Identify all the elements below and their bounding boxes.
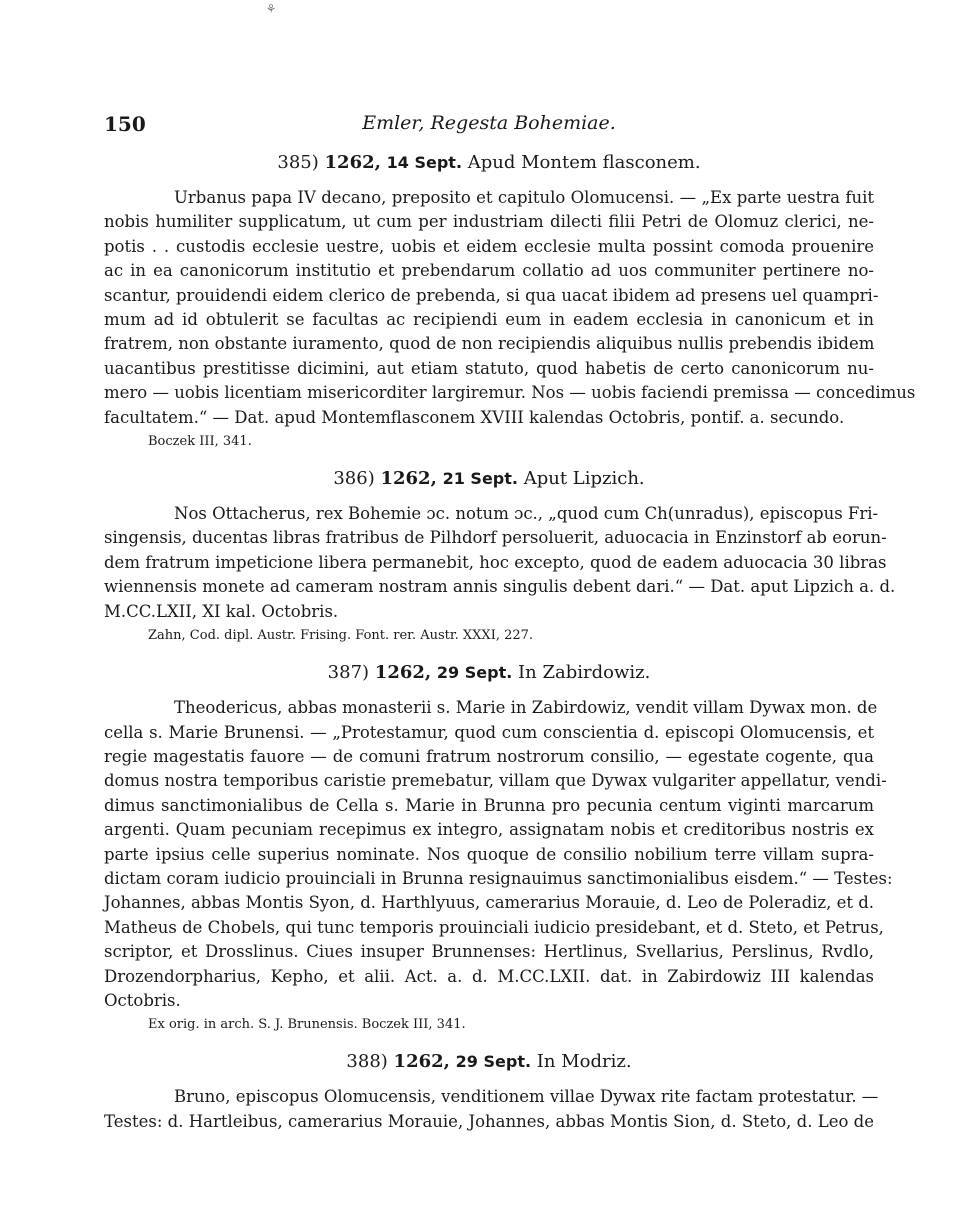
text-line: fratrem, non obstante iuramento, quod de non recipiendis aliquibus nullis prebendis ibidem: [104, 334, 875, 354]
entry-386: [104, 466, 896, 646]
entry-year: 1262,: [393, 1051, 450, 1073]
entry-date: 14 Sept.: [386, 153, 463, 172]
entry-387: [104, 660, 893, 1035]
text-line: uacantibus prestitisse dicimini, aut etiam statuto, quod habetis de certo canonicorum nu-: [104, 358, 874, 378]
source-citation: Boczek III, 341.: [148, 434, 252, 450]
entry-place: In Modriz.: [536, 1051, 632, 1073]
page-header: [104, 112, 874, 140]
text-line: regie magestatis fauore — de comuni fratrum nostrorum consilio, — egestate cogente, qua: [104, 746, 874, 766]
entry-text: [104, 1085, 879, 1134]
text-line: cella s. Marie Brunensi. — „Protestamur, quod cum conscientia d. episcopi Olomucensis, et: [104, 722, 874, 742]
text-line: ac in ea canonicorum institutio et prebendarum collatio ad uos communiter pertinere no-: [104, 261, 874, 281]
text-line: scriptor, et Drosslinus. Ciues insuper Brunnenses: Hertlinus, Svellarius, Perslinus, Rvdlo,: [104, 942, 874, 962]
entry-385: [104, 150, 916, 452]
entry-text: [104, 186, 916, 430]
text-line: facultatem.“ — Dat. apud Montemflasconem XVIII kalendas Octobris, pontif. a. secundo.: [104, 407, 845, 427]
entry-date: 29 Sept.: [455, 1052, 532, 1072]
source-citation: Zahn, Cod. dipl. Austr. Frising. Font. rer. Austr. XXXI, 227.: [148, 628, 534, 644]
text-line: Johannes, abbas Montis Syon, d. Harthlyuus, camerarius Morauie, d. Leo de Poleradiz, et d.: [104, 893, 875, 913]
text-line: Theodericus, abbas monasterii s. Marie in Zabirdowiz, vendit villam Dywax mon. de: [174, 698, 878, 718]
text-line: Matheus de Chobels, qui tunc temporis prouinciali iudicio presidebant, et d. Steto, et Petrus,: [104, 917, 884, 937]
entry-text: [104, 502, 896, 624]
text-line: wiennensis monete ad cameram nostram annis singulis debent dari.“ — Dat. aput Lipzich a. d.: [104, 577, 896, 597]
text-line: domus nostra temporibus caristie premebatur, villam que Dywax vulgariter appellatur, vendi-: [104, 771, 887, 791]
entry-heading: [104, 1049, 874, 1075]
entry-date: 29 Sept.: [436, 663, 513, 683]
text-line: mero — uobis licentiam misericorditer largiremur. Nos — uobis faciendi premissa — concedimus: [104, 383, 916, 403]
text-line: singensis, ducentas libras fratribus de Pilhdorf persoluerit, aduocacia in Enzinstorf ab eorun-: [104, 528, 887, 548]
text-line: potis . . custodis ecclesie uestre, uobis et eidem ecclesie multa possint comoda prouenire: [104, 236, 874, 256]
entry-heading: [104, 660, 874, 686]
page-number: 150: [104, 112, 146, 136]
entry-number: 385): [277, 152, 319, 173]
entry-heading: [104, 150, 874, 176]
entry-year: 1262,: [380, 468, 437, 490]
entry-number: 387): [327, 662, 370, 684]
running-title: Emler, Regesta Bohemiae.: [362, 112, 616, 134]
page-body: [104, 150, 916, 1134]
text-line: Drozendorpharius, Kepho, et alii. Act. a. d. M.CC.LXII. dat. in Zabirdowiz III kalendas: [104, 966, 874, 986]
entry-number: 386): [333, 468, 375, 490]
text-line: dimus sanctimonialibus de Cella s. Marie in Brunna pro pecunia centum viginti marcarum: [104, 795, 874, 815]
text-line: nobis humiliter supplicatum, ut cum per industriam dilecti filii Petri de Olomuz clerici, ne-: [104, 212, 874, 232]
text-line: Bruno, episcopus Olomucensis, venditionem villae Dywax rite factam protestatur. —: [174, 1087, 879, 1107]
entry-place: In Zabirdowiz.: [518, 662, 651, 684]
text-line: scantur, prouidendi eidem clerico de prebenda, si qua uacat ibidem ad presens uel quampri-: [104, 285, 879, 305]
entry-year: 1262,: [374, 662, 432, 684]
text-line: Urbanus papa IV decano, preposito et capitulo Olomucensi. — „Ex parte uestra fuit: [174, 188, 874, 207]
text-line: Nos Ottacherus, rex Bohemie ɔc. notum ɔc., „quod cum Ch(unradus), episcopus Fri-: [174, 504, 879, 524]
text-line: dictam coram iudicio prouinciali in Brunna resignauimus sanctimonialibus eisdem.“ — Testes:: [104, 868, 893, 888]
entry-388: [104, 1049, 879, 1134]
text-line: argenti. Quam pecuniam recepimus ex integro, assignatam nobis et creditoribus nostris ex: [104, 820, 874, 840]
text-line: dem fratrum impeticione libera permanebit, hoc excepto, quod de eadem aduocacia 30 libras: [104, 552, 887, 572]
text-line: Testes: d. Hartleibus, camerarius Morauie, Johannes, abbas Montis Sion, d. Steto, d. Leo de: [104, 1111, 874, 1131]
entry-text: [104, 696, 893, 1013]
text-line: M.CC.LXII, XI kal. Octobris.: [104, 601, 339, 621]
entry-date: 21 Sept.: [442, 469, 518, 489]
text-line: Octobris.: [104, 990, 181, 1010]
printer-mark-icon: ⚘: [265, 2, 277, 16]
entry-place: Aput Lipzich.: [523, 468, 645, 490]
text-line: mum ad id obtulerit se facultas ac recipiendi eum in eadem ecclesia in canonicum et in: [104, 310, 874, 330]
entry-number: 388): [346, 1051, 388, 1073]
source-citation: Ex orig. in arch. S. J. Brunensis. Boczek III, 341.: [148, 1017, 466, 1033]
entry-year: 1262,: [324, 152, 381, 173]
text-line: parte ipsius celle superius nominate. Nos quoque de consilio nobilium terre villam supra-: [104, 844, 874, 864]
entry-place: Apud Montem flasconem.: [467, 152, 701, 173]
entry-heading: [104, 466, 874, 492]
